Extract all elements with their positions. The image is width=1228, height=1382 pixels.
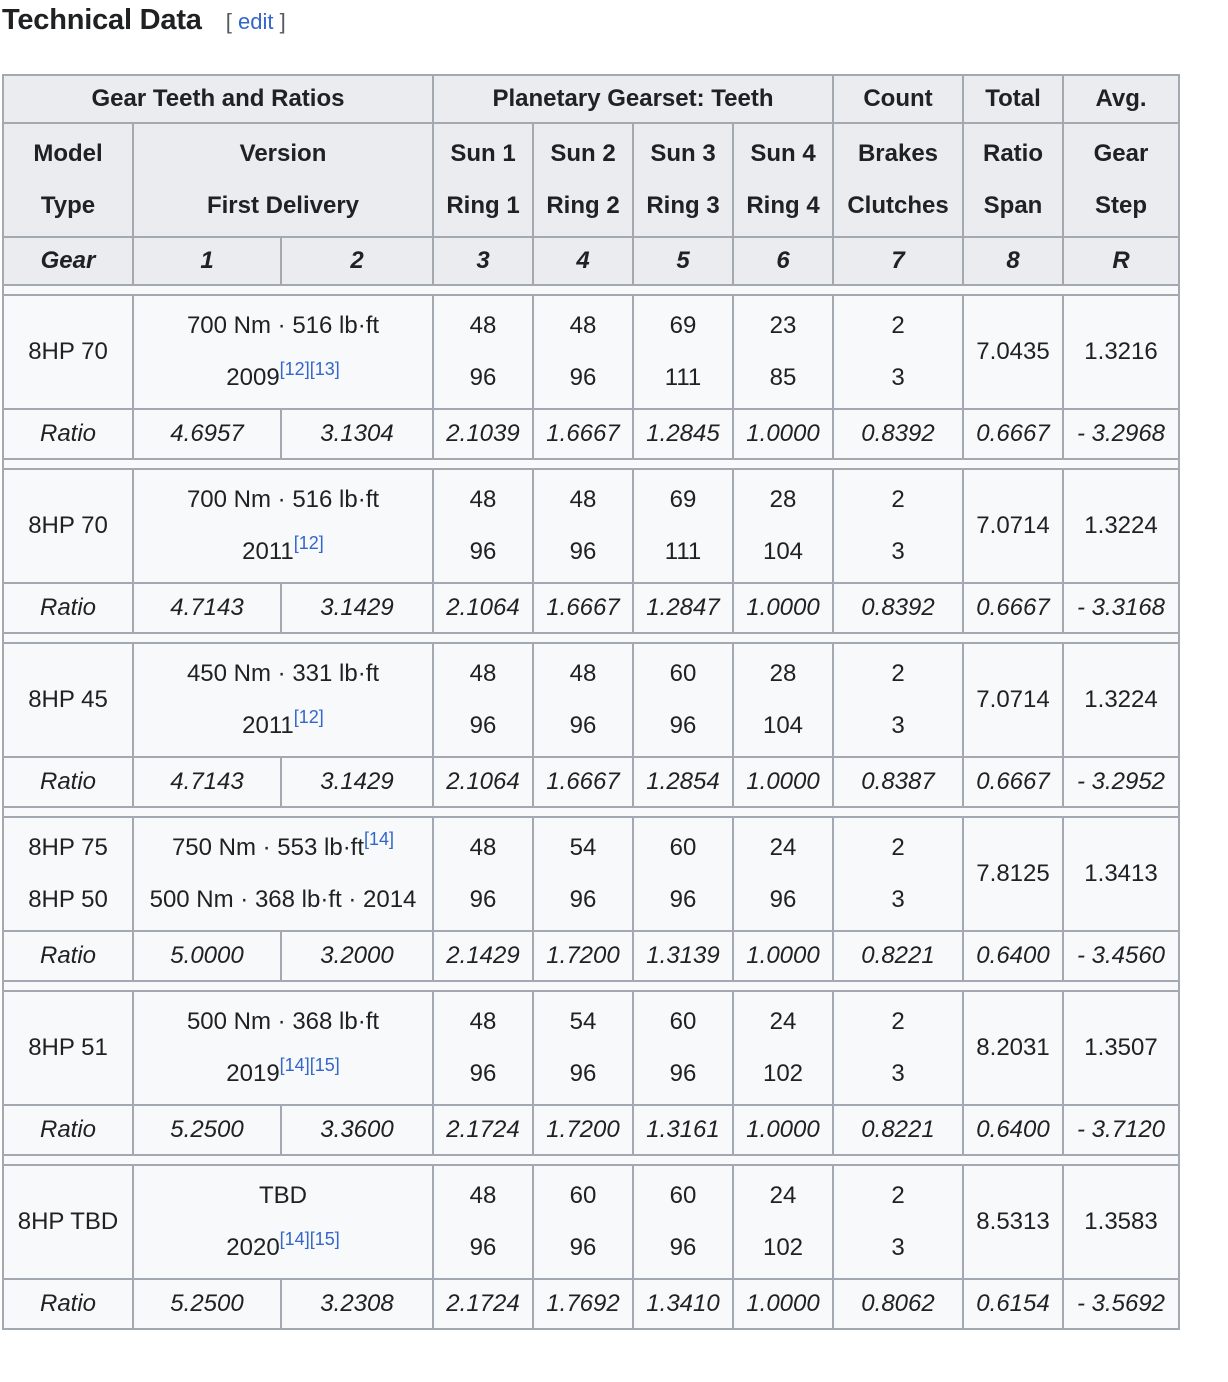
gear-header-cell: 5 bbox=[633, 237, 733, 285]
gearset-teeth-cell: 69 111 bbox=[633, 469, 733, 583]
ratio-value: 2.1724 bbox=[433, 1105, 533, 1155]
ratio-value: 1.0000 bbox=[733, 1279, 833, 1329]
ratio-value: 1.2845 bbox=[633, 409, 733, 459]
ratio-value: 1.0000 bbox=[733, 931, 833, 981]
ratio-value: 1.3410 bbox=[633, 1279, 733, 1329]
ratio-value: 0.6667 bbox=[963, 409, 1063, 459]
ratio-value: 3.1429 bbox=[281, 757, 433, 807]
ratio-value: 2.1429 bbox=[433, 931, 533, 981]
gearset-teeth-cell: 48 96 bbox=[433, 643, 533, 757]
header-group-row bbox=[3, 75, 1179, 123]
header-avg: Avg. bbox=[1063, 75, 1179, 123]
ratio-value: 1.2847 bbox=[633, 583, 733, 633]
version-cell: 700 Nm · 516 lb·ft 2009[12][13] bbox=[133, 295, 433, 409]
ratio-value: 1.7200 bbox=[533, 1105, 633, 1155]
ratio-value: 0.8062 bbox=[833, 1279, 963, 1329]
separator-row bbox=[3, 633, 1179, 643]
ratio-span-cell: 8.5313 bbox=[963, 1165, 1063, 1279]
gearset-teeth-cell: 24 102 bbox=[733, 991, 833, 1105]
section-heading bbox=[2, 4, 286, 44]
gear-header-cell: 8 bbox=[963, 237, 1063, 285]
header-ratio-span: Ratio Span bbox=[963, 123, 1063, 237]
brakes-clutches-cell: 2 3 bbox=[833, 295, 963, 409]
model-row bbox=[3, 469, 1179, 583]
gearset-teeth-cell: 60 96 bbox=[633, 1165, 733, 1279]
model-row bbox=[3, 991, 1179, 1105]
ratio-span-cell: 8.2031 bbox=[963, 991, 1063, 1105]
ratio-value: 1.0000 bbox=[733, 583, 833, 633]
ratio-value: - 3.2952 bbox=[1063, 757, 1179, 807]
ratio-value: 4.6957 bbox=[133, 409, 281, 459]
model-row bbox=[3, 643, 1179, 757]
ratio-row bbox=[3, 1279, 1179, 1329]
ratio-value: 2.1064 bbox=[433, 757, 533, 807]
technical-data-table bbox=[2, 74, 1180, 1330]
section-title: Technical Data bbox=[2, 4, 202, 36]
separator-cell bbox=[3, 807, 1179, 817]
gear-header-cell: Gear bbox=[3, 237, 133, 285]
ratio-value: 0.8392 bbox=[833, 409, 963, 459]
reference-link[interactable]: [14][15] bbox=[279, 1055, 340, 1075]
ratio-row bbox=[3, 757, 1179, 807]
ratio-value: 0.8221 bbox=[833, 931, 963, 981]
gear-step-cell: 1.3224 bbox=[1063, 643, 1179, 757]
ratio-value: 2.1039 bbox=[433, 409, 533, 459]
reference-link[interactable]: [14][15] bbox=[279, 1229, 340, 1249]
brakes-clutches-cell: 2 3 bbox=[833, 1165, 963, 1279]
model-type-cell: 8HP 70 bbox=[3, 295, 133, 409]
gearset-teeth-cell: 48 96 bbox=[533, 469, 633, 583]
ratio-value: - 3.3168 bbox=[1063, 583, 1179, 633]
separator-row bbox=[3, 459, 1179, 469]
ratio-value: 1.2854 bbox=[633, 757, 733, 807]
ratio-label: Ratio bbox=[3, 409, 133, 459]
ratio-span-cell: 7.0714 bbox=[963, 469, 1063, 583]
ratio-value: 1.6667 bbox=[533, 409, 633, 459]
gearset-teeth-cell: 48 96 bbox=[433, 469, 533, 583]
ratio-value: 0.6400 bbox=[963, 931, 1063, 981]
model-type-cell: 8HP 75 8HP 50 bbox=[3, 817, 133, 931]
ratio-value: - 3.7120 bbox=[1063, 1105, 1179, 1155]
version-cell: 500 Nm · 368 lb·ft 2019[14][15] bbox=[133, 991, 433, 1105]
gearset-teeth-cell: 60 96 bbox=[633, 817, 733, 931]
ratio-value: 1.3139 bbox=[633, 931, 733, 981]
gearset-teeth-cell: 60 96 bbox=[533, 1165, 633, 1279]
gear-header-cell: 2 bbox=[281, 237, 433, 285]
separator-cell bbox=[3, 633, 1179, 643]
ratio-label: Ratio bbox=[3, 583, 133, 633]
separator-cell bbox=[3, 459, 1179, 469]
ratio-value: - 3.4560 bbox=[1063, 931, 1179, 981]
ratio-value: 1.6667 bbox=[533, 757, 633, 807]
ratio-value: - 3.5692 bbox=[1063, 1279, 1179, 1329]
ratio-value: 4.7143 bbox=[133, 757, 281, 807]
ratio-label: Ratio bbox=[3, 757, 133, 807]
gearset-teeth-cell: 54 96 bbox=[533, 991, 633, 1105]
header-planetary-gearset: Planetary Gearset: Teeth bbox=[433, 75, 833, 123]
ratio-value: 4.7143 bbox=[133, 583, 281, 633]
gearset-teeth-cell: 24 102 bbox=[733, 1165, 833, 1279]
ratio-value: 1.6667 bbox=[533, 583, 633, 633]
reference-link[interactable]: [12] bbox=[293, 707, 324, 727]
ratio-row bbox=[3, 931, 1179, 981]
ratio-value: 0.6400 bbox=[963, 1105, 1063, 1155]
ratio-span-cell: 7.8125 bbox=[963, 817, 1063, 931]
reference-link[interactable]: [14] bbox=[364, 829, 395, 849]
separator-row bbox=[3, 1155, 1179, 1165]
ratio-value: 3.3600 bbox=[281, 1105, 433, 1155]
gearset-teeth-cell: 48 96 bbox=[433, 295, 533, 409]
ratio-value: 0.8221 bbox=[833, 1105, 963, 1155]
gear-header-cell: 3 bbox=[433, 237, 533, 285]
ratio-value: - 3.2968 bbox=[1063, 409, 1179, 459]
brakes-clutches-cell: 2 3 bbox=[833, 817, 963, 931]
gearset-teeth-cell: 60 96 bbox=[633, 643, 733, 757]
header-total: Total bbox=[963, 75, 1063, 123]
gearset-teeth-cell: 28 104 bbox=[733, 469, 833, 583]
ratio-row bbox=[3, 1105, 1179, 1155]
ratio-value: 3.1429 bbox=[281, 583, 433, 633]
ratio-value: 3.2308 bbox=[281, 1279, 433, 1329]
gear-header-cell: 7 bbox=[833, 237, 963, 285]
header-gear-teeth-ratios: Gear Teeth and Ratios bbox=[3, 75, 433, 123]
gear-header-cell: R bbox=[1063, 237, 1179, 285]
gearset-teeth-cell: 48 96 bbox=[533, 295, 633, 409]
model-type-cell: 8HP 51 bbox=[3, 991, 133, 1105]
gear-step-cell: 1.3413 bbox=[1063, 817, 1179, 931]
ratio-value: 0.6667 bbox=[963, 757, 1063, 807]
gearset-teeth-cell: 48 96 bbox=[433, 1165, 533, 1279]
header-detail-row bbox=[3, 123, 1179, 237]
gearset-teeth-cell: 48 96 bbox=[433, 817, 533, 931]
ratio-value: 0.6667 bbox=[963, 583, 1063, 633]
version-cell: 750 Nm · 553 lb·ft[14] 500 Nm · 368 lb·ft · 2014 bbox=[133, 817, 433, 931]
version-cell: 450 Nm · 331 lb·ft 2011[12] bbox=[133, 643, 433, 757]
version-cell: 700 Nm · 516 lb·ft 2011[12] bbox=[133, 469, 433, 583]
table-body bbox=[3, 285, 1179, 1329]
brakes-clutches-cell: 2 3 bbox=[833, 469, 963, 583]
header-gear-step: Gear Step bbox=[1063, 123, 1179, 237]
ratio-value: 1.0000 bbox=[733, 1105, 833, 1155]
ratio-value: 1.0000 bbox=[733, 409, 833, 459]
ratio-value: 5.0000 bbox=[133, 931, 281, 981]
ratio-value: 0.8392 bbox=[833, 583, 963, 633]
ratio-value: 2.1064 bbox=[433, 583, 533, 633]
ratio-value: 0.6154 bbox=[963, 1279, 1063, 1329]
gearset-teeth-cell: 60 96 bbox=[633, 991, 733, 1105]
gearset-teeth-cell: 48 96 bbox=[433, 991, 533, 1105]
reference-link[interactable]: [12] bbox=[293, 533, 324, 553]
gearset-teeth-cell: 69 111 bbox=[633, 295, 733, 409]
gear-step-cell: 1.3583 bbox=[1063, 1165, 1179, 1279]
gear-header-cell: 1 bbox=[133, 237, 281, 285]
header-sun1-ring1: Sun 1 Ring 1 bbox=[433, 123, 533, 237]
ratio-row bbox=[3, 409, 1179, 459]
header-sun2-ring2: Sun 2 Ring 2 bbox=[533, 123, 633, 237]
ratio-value: 5.2500 bbox=[133, 1105, 281, 1155]
version-cell: TBD 2020[14][15] bbox=[133, 1165, 433, 1279]
ratio-value: 2.1724 bbox=[433, 1279, 533, 1329]
ratio-value: 0.8387 bbox=[833, 757, 963, 807]
ratio-value: 1.0000 bbox=[733, 757, 833, 807]
gearset-teeth-cell: 24 96 bbox=[733, 817, 833, 931]
ratio-label: Ratio bbox=[3, 931, 133, 981]
header-gear-row bbox=[3, 237, 1179, 285]
ratio-value: 5.2500 bbox=[133, 1279, 281, 1329]
brakes-clutches-cell: 2 3 bbox=[833, 643, 963, 757]
ratio-value: 3.1304 bbox=[281, 409, 433, 459]
header-sun3-ring3: Sun 3 Ring 3 bbox=[633, 123, 733, 237]
ratio-value: 1.7692 bbox=[533, 1279, 633, 1329]
ratio-label: Ratio bbox=[3, 1105, 133, 1155]
gear-header-cell: 4 bbox=[533, 237, 633, 285]
model-type-cell: 8HP 70 bbox=[3, 469, 133, 583]
header-model-type: Model Type bbox=[3, 123, 133, 237]
gear-header-cell: 6 bbox=[733, 237, 833, 285]
gearset-teeth-cell: 48 96 bbox=[533, 643, 633, 757]
ratio-label: Ratio bbox=[3, 1279, 133, 1329]
header-count: Count bbox=[833, 75, 963, 123]
model-type-cell: 8HP 45 bbox=[3, 643, 133, 757]
edit-section-link-wrapper: [ edit ] bbox=[225, 9, 286, 34]
separator-cell bbox=[3, 1155, 1179, 1165]
header-sun4-ring4: Sun 4 Ring 4 bbox=[733, 123, 833, 237]
model-row bbox=[3, 295, 1179, 409]
ratio-value: 1.7200 bbox=[533, 931, 633, 981]
model-row bbox=[3, 1165, 1179, 1279]
gear-step-cell: 1.3507 bbox=[1063, 991, 1179, 1105]
separator-cell bbox=[3, 285, 1179, 295]
ratio-value: 3.2000 bbox=[281, 931, 433, 981]
ratio-span-cell: 7.0714 bbox=[963, 643, 1063, 757]
gear-step-cell: 1.3216 bbox=[1063, 295, 1179, 409]
separator-row bbox=[3, 285, 1179, 295]
ratio-span-cell: 7.0435 bbox=[963, 295, 1063, 409]
ratio-row bbox=[3, 583, 1179, 633]
separator-row bbox=[3, 807, 1179, 817]
gearset-teeth-cell: 54 96 bbox=[533, 817, 633, 931]
separator-row bbox=[3, 981, 1179, 991]
separator-cell bbox=[3, 981, 1179, 991]
edit-section-link[interactable]: edit bbox=[237, 9, 274, 34]
reference-link[interactable]: [12][13] bbox=[279, 359, 340, 379]
model-type-cell: 8HP TBD bbox=[3, 1165, 133, 1279]
model-row bbox=[3, 817, 1179, 931]
header-version: Version First Delivery bbox=[133, 123, 433, 237]
gear-step-cell: 1.3224 bbox=[1063, 469, 1179, 583]
brakes-clutches-cell: 2 3 bbox=[833, 991, 963, 1105]
header-brakes-clutches: Brakes Clutches bbox=[833, 123, 963, 237]
ratio-value: 1.3161 bbox=[633, 1105, 733, 1155]
gearset-teeth-cell: 23 85 bbox=[733, 295, 833, 409]
gearset-teeth-cell: 28 104 bbox=[733, 643, 833, 757]
